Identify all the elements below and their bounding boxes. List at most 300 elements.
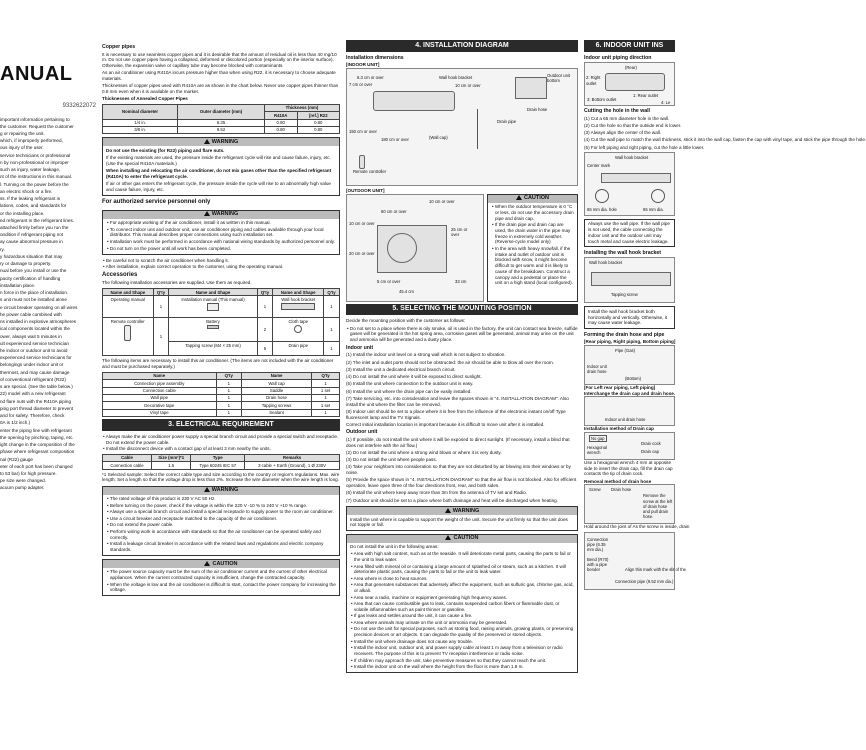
authorized-title: For authorized service personnel only — [102, 199, 211, 206]
list-item: (5) For left piping and right piping, cut the hole a little lower. — [584, 144, 705, 150]
warning-line: If the existing materials are used, the pressure inside the refrigerant cycle will rise and cause failure, injury, etc. (Use the special R410A materials.) — [106, 154, 331, 166]
list-item: • Do not set to a place where there is oily smoke, oil is used in the factory, the unit can contact sea breeze, sulfide gases will be generated in the hot spring area, corrosive gases will be generated, animal may urine on the unit and ammonia will be generated and a dusty place. — [346, 326, 578, 343]
pipe-bend-diagram — [584, 532, 686, 590]
list-item: • Be careful not to scratch the air conditioner when handling it. — [102, 258, 340, 264]
table-header: Type — [191, 454, 245, 461]
warning-icon — [204, 139, 210, 144]
direction-label: 3: Bottom outlet — [587, 97, 617, 103]
table-cell: Wall cap — [241, 380, 311, 387]
installation-diagram-column — [346, 0, 578, 750]
safety-line: ed refrigerant in the refrigerant lines. — [0, 217, 75, 223]
table-header: [ref.] R22 — [297, 112, 339, 119]
list-item: (4) Do not install the unit where it will be exposed to direct sunlight. — [346, 374, 482, 380]
table-row — [103, 387, 340, 394]
wall-label: (Wall cap) — [429, 134, 448, 140]
list-item: (2) Cut the hole so that the outside end is lower. — [584, 122, 682, 128]
list-item: (2) Do not install the unit where a strong wind blows or where it is very dusty. — [346, 449, 502, 455]
safety-line: eter of each port has been changed — [0, 463, 73, 469]
warning-icon — [445, 508, 451, 513]
accessory-qty: 5 — [257, 342, 273, 356]
indoor-installation-column — [584, 0, 866, 750]
list-item: (6) Install the unit where keep away more than 3m from the antenna of TV set and Radio. — [346, 490, 527, 496]
document-code: 9332622072 — [62, 103, 96, 109]
table-row — [103, 296, 340, 318]
safety-line: nt of the instructions in this manual. — [0, 174, 73, 180]
caution-body — [103, 568, 339, 596]
table-cell: 3/8 in. — [103, 126, 178, 133]
safety-line: ower, always wait 5 minutes in — [0, 333, 62, 339]
piping-direction-title: Indoor unit piping direction — [584, 54, 652, 61]
caution-header — [103, 560, 339, 568]
required-items-table — [102, 372, 340, 417]
dimension-label: 60 cm or over — [381, 208, 407, 214]
caution-body — [347, 543, 577, 673]
accessory-qty: 1 — [153, 296, 169, 318]
manual-title: ANUAL — [0, 63, 73, 85]
caution-icon — [204, 561, 210, 566]
copper-text-2: As an air conditioner using R410A incurs pressure higher than when using R22, it is necessary to choose adequate materials. — [102, 70, 336, 81]
dimensions-title: Installation dimensions — [346, 54, 404, 61]
list-item: • Install the indoor unit on the wall where the height from the floor is more than 1.8 m. — [350, 664, 574, 670]
list-item: • Area with high salt content, such as at the seaside. It will deteriorate metal parts, causing the parts to fail or the unit to leak water. — [350, 551, 574, 562]
table-header: Q'ty — [153, 289, 169, 296]
list-item: (3) Always align the center of the wall. — [584, 130, 662, 136]
dimension-label: 180 cm or over — [381, 136, 409, 142]
list-item: • Before turning on the power, check if the voltage is within the 220 V -10 % to 240 V +10 % range. — [106, 503, 336, 509]
outdoor-unit-title: Outdoor unit — [346, 429, 378, 436]
table-row — [103, 409, 340, 416]
hook-diagram — [584, 257, 675, 303]
cable-note: *1 Selected sample: Select the correct cable type and size according to the country or region's regulations. Max. wire length: Set a length so that the voltage drop is less than 2%. Increase the wire diameter when the wire length is long. — [102, 471, 340, 483]
accessory-qty: 1 — [324, 318, 340, 342]
caution-list — [106, 569, 336, 593]
electrical-list — [102, 434, 340, 452]
table-cell: Wall pipe — [103, 394, 217, 401]
list-item: (1) Cut a 65 mm diameter hole in the wall. — [584, 115, 670, 121]
bottom-label: (Bottom) — [625, 375, 642, 381]
bracket-drawing — [601, 173, 671, 183]
table-row — [103, 380, 340, 387]
safety-line: belongings under indoor unit or — [0, 362, 64, 368]
accessories-note: The following items are necessary to install this air conditioner. (The items are not included with the air conditioner and must be purchased separately.) — [102, 358, 334, 370]
hole-label: 65 mm dia. hole — [587, 206, 617, 212]
list-item: • For appropriate working of the air conditioner, install it as written in this manual. — [106, 220, 336, 226]
accessory-name: Drain pipe — [288, 342, 309, 348]
safety-line: ous injury of the user. — [0, 145, 44, 151]
table-cell: Type 60245 IEC 57 — [191, 462, 245, 469]
list-item: (1) If possible, do not install the unit where it will be exposed to direct sunlight. (If necessary, install a blind that does not interfere with the air flow.) — [346, 436, 570, 448]
table-cell: 1 — [312, 394, 340, 401]
accessory-cell — [103, 318, 154, 356]
table-cell: 1/4 in. — [103, 119, 178, 126]
accessory-cell — [273, 318, 324, 342]
caution-list — [491, 204, 574, 286]
left-piping-label: [For Left rear piping, Left piping] — [584, 384, 656, 390]
caution-header — [488, 195, 577, 203]
list-item: • Area that can cause combustible gas to leak, contains suspended carbon fibers or flammable dust, or volatile inflammables such as paint thinner or gasoline. — [350, 601, 574, 612]
accessory-name: Tapping screw (M4 × 25 mm) — [185, 342, 241, 348]
table-cell: 1 — [312, 380, 340, 387]
safety-line: ical components located within the — [0, 326, 70, 332]
safety-text — [0, 117, 96, 492]
tape-icon — [294, 325, 302, 333]
dimension-label: 10 cm or over — [349, 220, 375, 226]
list-item: • To connect indoor unit and outdoor unit, use air conditioner piping and cables available through your local distributor. This manual describes proper connections using such installation set. — [106, 227, 336, 238]
dimension-label: 45.4 cm — [399, 288, 414, 294]
list-item: • Always use a special branch circuit and install a special receptacle to supply power to the room air conditioner. — [106, 509, 336, 515]
list-item: • Do not extend the power cable. — [106, 522, 336, 528]
table-cell: 0.80 — [297, 119, 339, 126]
list-item: • Install a leakage circuit breaker in accordance with the related laws and regulations and electric company standards. — [106, 541, 336, 552]
indoor-unit-drawing — [373, 91, 455, 111]
table-cell: Tapping screws — [241, 402, 311, 409]
pipe-label: Connection pipe (6.35 mm dia.) — [587, 536, 609, 553]
interchange-diagram — [584, 396, 675, 426]
bracket-label: Wall hook bracket — [439, 74, 473, 80]
drain-diagram — [584, 345, 675, 385]
safety-line: which, if improperly performed, — [0, 138, 63, 144]
list-item: • When the voltage is low and the air conditioner is difficult to start, contact the power company for increasing the voltage. — [106, 582, 336, 593]
safety-line: nual before you install or use the — [0, 268, 67, 274]
table-cell: 1 — [216, 380, 241, 387]
hold-text: Hold around the joint of As the screw is inside, drain — [584, 524, 690, 530]
warning-box — [102, 137, 340, 196]
accessories-title: Accessories — [102, 271, 138, 278]
list-item: • When the outdoor temperature is 0 °C or less, do not use the accessory drain pipe and drain cap. — [491, 204, 574, 221]
dimension-label: 20 cm or over — [349, 250, 375, 256]
remote-icon — [124, 325, 131, 341]
note-text: Install the wall hook bracket both horizontally and vertically. Otherwise, it may cause water leakage. — [588, 308, 668, 326]
wrench-label: Hexagonal wrench — [587, 445, 608, 456]
list-item: (2) The inlet and outlet ports should not be obstructed: the air should be able to blow all over the room. — [346, 359, 555, 365]
caution-title: CAUTION — [523, 195, 550, 202]
table-header: Name and Shape — [103, 289, 154, 296]
safety-line: s are special. (See the table below.) — [0, 384, 73, 390]
table-cell: 1.5 — [152, 462, 191, 469]
table-row — [103, 318, 340, 342]
drain-label: Drain hose — [611, 487, 632, 493]
accessories-intro: The following installation accessories are supplied. Use them as required. — [102, 280, 252, 286]
safety-line: enter the piping line with refrigerant — [0, 427, 72, 433]
wall-hook-label: Wall hook bracket — [615, 154, 649, 160]
safety-line: attached firmly before you run the — [0, 225, 69, 231]
pipe-label: Connection pipe (9.52 mm dia.) — [615, 578, 674, 584]
table-header: Size (mm²)*1 — [152, 454, 191, 461]
table-cell: Sealant — [241, 409, 311, 416]
warning-icon — [204, 211, 210, 216]
accessories-table — [102, 288, 340, 356]
drain-pipe-line — [477, 109, 478, 149]
outdoor-unit-label: [OUTDOOR UNIT] — [346, 187, 385, 193]
caution-body — [488, 203, 577, 289]
safety-line: ry or damage to property. — [0, 261, 52, 267]
caution-title: CAUTION — [453, 535, 479, 542]
accessory-qty: 2 — [257, 318, 273, 342]
caution-header — [347, 535, 577, 543]
table-header: R410A — [264, 112, 297, 119]
table-header: Q'ty — [312, 372, 340, 379]
cap-label: Drain cap — [641, 449, 659, 454]
hole-icon — [595, 189, 609, 203]
warning-list — [106, 496, 336, 552]
table-cell: 1 — [216, 387, 241, 394]
accessory-name: Wall hook bracket — [281, 296, 316, 302]
list-item: (5) Install the unit where connection to the outdoor unit is easy. — [346, 381, 474, 387]
center-mark-label: Center mark — [587, 162, 611, 168]
safety-line: or the installing place. — [0, 210, 45, 216]
safety-line: ondition if refrigerant piping not — [0, 232, 64, 238]
safety-line: lations, codes, and standards for — [0, 203, 67, 209]
list-item: (3) Install the unit a dedicated electrical branch circuit. — [346, 366, 456, 372]
battery-icon — [207, 325, 219, 329]
note-box — [584, 306, 675, 328]
accessory-name: Operating manual — [103, 296, 154, 318]
outdoor-unit-list — [346, 437, 578, 503]
list-item: • If children may approach the unit, take preventive measures so that they cannot reach the unit. — [350, 658, 574, 664]
dimension-label: 7 cm or over — [349, 81, 373, 87]
table-cell: 6.35 — [178, 119, 265, 126]
safety-line: ns installed in explosive atmospheres — [0, 319, 77, 325]
warning-box — [102, 210, 340, 255]
safety-line: experienced service technicians for — [0, 355, 72, 361]
list-item: • Area where animals may urinate on the unit or ammonia may be generated. — [350, 620, 574, 626]
table-cell: 1 — [216, 409, 241, 416]
list-item: (4) Take your neighbors into consideration so that they are not disturbed by air blowing into their windows or by noise. — [346, 464, 571, 476]
caution-intro: Do not install the unit in the following areas: — [350, 544, 439, 550]
screw-label: Tapping screw — [611, 292, 638, 298]
safety-line: he indoor or outdoor unit to avoid — [0, 348, 68, 353]
table-header: Cable — [103, 454, 152, 461]
list-item: • Always make the air conditioner power supply a special branch circuit and provide a special switch and receptacle. Do not extend the power cable. — [102, 434, 340, 445]
copper-pipes-column — [102, 0, 340, 750]
warning-title: WARNING — [452, 507, 480, 514]
warning-body — [103, 495, 339, 555]
copper-title: Copper pipes — [102, 44, 136, 50]
bend-label: Bend (R70) with a pipe bender — [587, 556, 609, 573]
fan-icon — [387, 233, 417, 263]
caution-icon — [445, 535, 451, 540]
table-row — [103, 462, 340, 469]
table-cell: Decorative tape — [103, 402, 217, 409]
table-cell: Vinyl tape — [103, 409, 217, 416]
table-cell: Connection pipe assembly — [103, 380, 217, 387]
list-item: • Install the unit where drainage does not cause any trouble. — [350, 639, 574, 645]
safety-line: ult experienced service technician — [0, 340, 69, 346]
outdoor-diagram — [346, 194, 484, 302]
hook-title: Installing the wall hook bracket — [584, 249, 661, 256]
safety-line: service technicians or professional — [0, 152, 71, 158]
table-header: Thickness (mm) — [264, 104, 339, 111]
accessory-name: Battery — [206, 318, 220, 324]
table-cell: 1 — [312, 409, 340, 416]
hex-note: Use a hexagonal wrench 4 mm at opposite side to insert the drain cap, fill the drain cap contacts the tip of drain cock. — [584, 460, 673, 477]
accessory-qty: 1 — [153, 318, 169, 356]
warning-header — [103, 211, 339, 219]
accessory-cell — [273, 296, 324, 318]
dimension-label: 6.3 cm or over — [357, 74, 384, 80]
select-list — [346, 326, 578, 343]
table-cell: Connection cable — [103, 462, 152, 469]
list-item: • Perform wiring work in accordance with standards so that the air conditioner can be operated safely and correctly. — [106, 529, 336, 540]
list-item: (8) Indoor unit should be set to a place where it is free from the influence of the electronic instant on/off Type fluorescent lamp and the TV Signals. — [346, 408, 566, 420]
caution-box — [102, 559, 340, 596]
drain-title: Forming the drain hose and pipe — [584, 331, 665, 338]
warning-header — [103, 487, 339, 495]
table-row — [103, 126, 340, 133]
caution-icon — [516, 195, 522, 200]
list-item: • Install the indoor unit, outdoor unit, and power supply cable at least 1 m away from a television or radio receivers. The purpose of this is to prevent TV reception interference or radio noise. — [350, 645, 574, 656]
dimension-label: 5 cm or over — [377, 278, 401, 284]
dimension-label: 10 cm or over — [455, 82, 481, 88]
list-item: • Area filled with mineral oil or containing a large amount of splashed oil or steam, such as a kitchen. It will deteriorate plastic parts, causing the parts to fail or the unit to leak water. — [350, 564, 574, 575]
interchange-label: Interchange the drain cap and drain hose. — [584, 390, 676, 396]
drain-pipe-label: Drain pipe — [497, 118, 517, 124]
direction-label: 1: Rear outlet — [633, 93, 659, 99]
warning-body: Install the unit where is capable to support the weight of the unit. Secure the unit firmly so that the unit does not topple or fall. — [350, 516, 568, 528]
table-cell: Drain hose — [241, 394, 311, 401]
drain-label: Indoor unit drain hose — [587, 363, 607, 375]
warning-line: If air or other gas enters the refrigerant cycle, the pressure inside the cycle will rise to an abnormally high value and cause failure, injury, etc. — [106, 180, 331, 192]
note-text: Always use the wall pipe. If the wall pipe is not used, the cable connecting the indoor unit and the outdoor unit may touch metal and cause electric leakage. — [588, 221, 670, 244]
cover-column — [0, 0, 96, 750]
piping-direction-diagram — [584, 62, 675, 106]
safety-line: n by non-professional or improper — [0, 159, 69, 165]
table-cell: 1 set — [312, 402, 340, 409]
safety-line: nal (R22) gauge — [0, 456, 33, 462]
table-cell: 1 set — [312, 387, 340, 394]
cutting-hole-title: Cutting the hole in the wall — [584, 108, 650, 115]
safety-line: 0A is 1/2 inch.) — [0, 420, 31, 426]
safety-line: e circuit breaker operating on all wires — [0, 304, 78, 310]
safety-line: y hazardous situation that may — [0, 253, 63, 259]
indoor-diagram — [346, 68, 578, 186]
warning-body — [103, 219, 339, 254]
accessory-name: Cloth tape — [288, 318, 309, 324]
safety-line: phase where refrigerant composition — [0, 449, 75, 455]
table-header: Name and Shape — [169, 289, 257, 296]
table-header: Name — [103, 372, 217, 379]
accessory-qty: 1 — [324, 342, 340, 356]
table-header: Name — [241, 372, 311, 379]
warning-header — [347, 507, 577, 515]
remote-label: Remote controller — [353, 168, 387, 174]
list-item: • If gas leaks and settles around the unit, it can cause a fire. — [350, 613, 574, 619]
indoor-unit-list — [346, 352, 578, 420]
warning-box — [102, 486, 340, 556]
list-item: (1) Install the indoor unit level on a strong wall which is not subject to vibration. — [346, 352, 506, 358]
safety-line: acuum pump adapter. — [0, 485, 45, 491]
safety-line: important information pertaining to — [0, 116, 70, 122]
table-header: Outer diameter (mm) — [178, 104, 265, 119]
list-item: (4) Cut the wall pipe to match the wall thickness, stick it into the wall cap, fasten the cap with vinyl tape, and stick the pipe through the hole. — [584, 137, 866, 143]
safety-line: ight change in the composition of the — [0, 442, 75, 448]
safety-line: such as injury, water leakage, — [0, 167, 61, 173]
safety-line: of conventional refrigerant (R22) — [0, 376, 66, 382]
list-item: (7) Take servicing, etc. into consideration and leave the spaces shown in "4. INSTALLATION DIAGRAM". Also install the unit where the filter can be removed. — [346, 395, 569, 407]
table-cell: 3 cable + Earth (Ground), 1 Ø 230V — [245, 462, 340, 469]
direction-label: (Rear) — [625, 65, 637, 71]
accessory-name: Installation manual (This manual) — [181, 296, 245, 302]
safety-line: ping port thread diameter to prevent — [0, 405, 74, 411]
caution-box — [487, 194, 578, 302]
safety-line: and for safety. Therefore, check — [0, 413, 65, 419]
installation-diagram-header: 4. INSTALLATION DIAGRAM — [346, 40, 578, 52]
dimension-label: 33 cm — [455, 278, 467, 284]
outdoor-unit-thumbnail — [515, 77, 547, 99]
table-cell: 0.80 — [297, 126, 339, 133]
table-cell: 0.80 — [264, 126, 297, 133]
hole-label: 65 mm dia. — [643, 206, 664, 212]
list-item: (3) Do not install the unit where people pass. — [346, 457, 437, 463]
warning-icon — [204, 487, 210, 492]
dimension-label: 10 cm or over — [429, 198, 455, 204]
table-row — [103, 119, 340, 126]
table-header: Q'ty — [257, 289, 273, 296]
accessory-cell — [169, 342, 257, 356]
direction-label: 4: Le — [661, 100, 671, 106]
warning-body — [103, 146, 339, 195]
table-cell: 9.52 — [178, 126, 265, 133]
safety-line: an electric shock or a fire. — [0, 188, 53, 194]
safety-line: n force in the place of installation. — [0, 290, 69, 296]
safety-line: thermost, and may cause damage — [0, 369, 70, 375]
indoor-installation-header: 6. INDOOR UNIT INS — [584, 40, 675, 52]
indoor-unit-drawing — [605, 73, 665, 91]
manual-icon — [207, 303, 219, 311]
drain-cap-method-label: Installation method of Drain cap — [584, 426, 654, 432]
list-item: • The rated voltage of this product is 230 V AC 50 Hz. — [106, 496, 336, 502]
cock-label: Drain cock — [641, 441, 661, 446]
cutting-list — [584, 115, 866, 151]
accessory-cell — [273, 342, 324, 356]
thickness-title: Thicknesses of Annealed Copper Pipes — [102, 96, 188, 102]
accessory-cell — [169, 296, 257, 318]
screw-label: Screw — [589, 487, 601, 493]
wall-hook-label: Wall hook bracket — [589, 260, 623, 266]
safety-line: l. Turning on the power before the — [0, 181, 69, 187]
safety-line: to 53 bar) for high pressure. — [0, 470, 57, 476]
list-item: • Area that generates substances that adversely affect the equipment, such as sulfuric gas, chlorine gas, acid, or alkali. — [350, 582, 574, 593]
warning-title: WARNING — [211, 487, 239, 494]
list-item: (6) Install the unit where the drain pipe can be easily installed. — [346, 388, 472, 394]
list-item: • Area where is close to heat sources. — [350, 576, 574, 582]
note-list — [102, 258, 340, 270]
safety-line: ay cause abnormal pressure in — [0, 239, 63, 245]
select-intro: Decide the mounting position with the customer as follows: — [346, 318, 466, 324]
copper-text: It is necessary to use seamless copper pipes and it is desirable that the amount of residual oil is less than 40 mg/10 m. Do not use copper pipes having a collapsed, deformed or discolored portion (especially on the interior surface). Otherwise, the expansion valve or capillary tube may become blocked with contaminants. — [102, 51, 337, 68]
list-item: • Use a circuit breaker and receptacle matched to the capacity of the air conditioner. — [106, 516, 336, 522]
safety-line: installation place. — [0, 282, 36, 288]
removal-diagram — [584, 484, 675, 524]
accessory-name: Remote controller — [110, 318, 145, 324]
drain-hose-label: Drain hose — [527, 106, 548, 112]
selecting-position-header: 5. SELECTING THE MOUNTING POSITION — [346, 304, 578, 316]
list-item: • Do not turn on the power until all work has been completed. — [106, 246, 336, 252]
list-item: • In the area with heavy snowfall, if the intake and outlet of outdoor unit is blocked with snow, it might become difficult to get warm and it is likely to cause of the breakdown. Construct a canopy and a pedestal or place the unit on a high stand (local configured). — [491, 246, 574, 286]
bracket-drawing — [591, 272, 671, 286]
safety-line: nd flare nuts with the R410A piping — [0, 398, 71, 404]
list-item: • Install the disconnect device with a contact gap of at least 3 mm nearby the units. — [102, 446, 340, 452]
warning-list — [106, 220, 336, 251]
warning-line: Do not use the existing (for R22) piping and flare nuts. — [106, 147, 225, 153]
list-item: • The power source capacity must be the sum of the air conditioner current and the current of other electrical appliances. When the current contracted capacity is insufficient, change the contracted capacity. — [106, 569, 336, 580]
pipe-label: Pipe (Gas) — [615, 347, 636, 353]
removal-title: Removal method of drain hose — [584, 478, 652, 484]
table-header: Q'ty — [216, 372, 241, 379]
thickness-table — [102, 104, 340, 134]
safety-line: the customer. Request the customer — [0, 123, 74, 129]
list-item: • Do not use the unit for special purposes, such as storing food, raising animals, growing plants, or preserving precision devices or art objects. It can degrade the quality of the preserved or stored objects. — [350, 626, 574, 637]
